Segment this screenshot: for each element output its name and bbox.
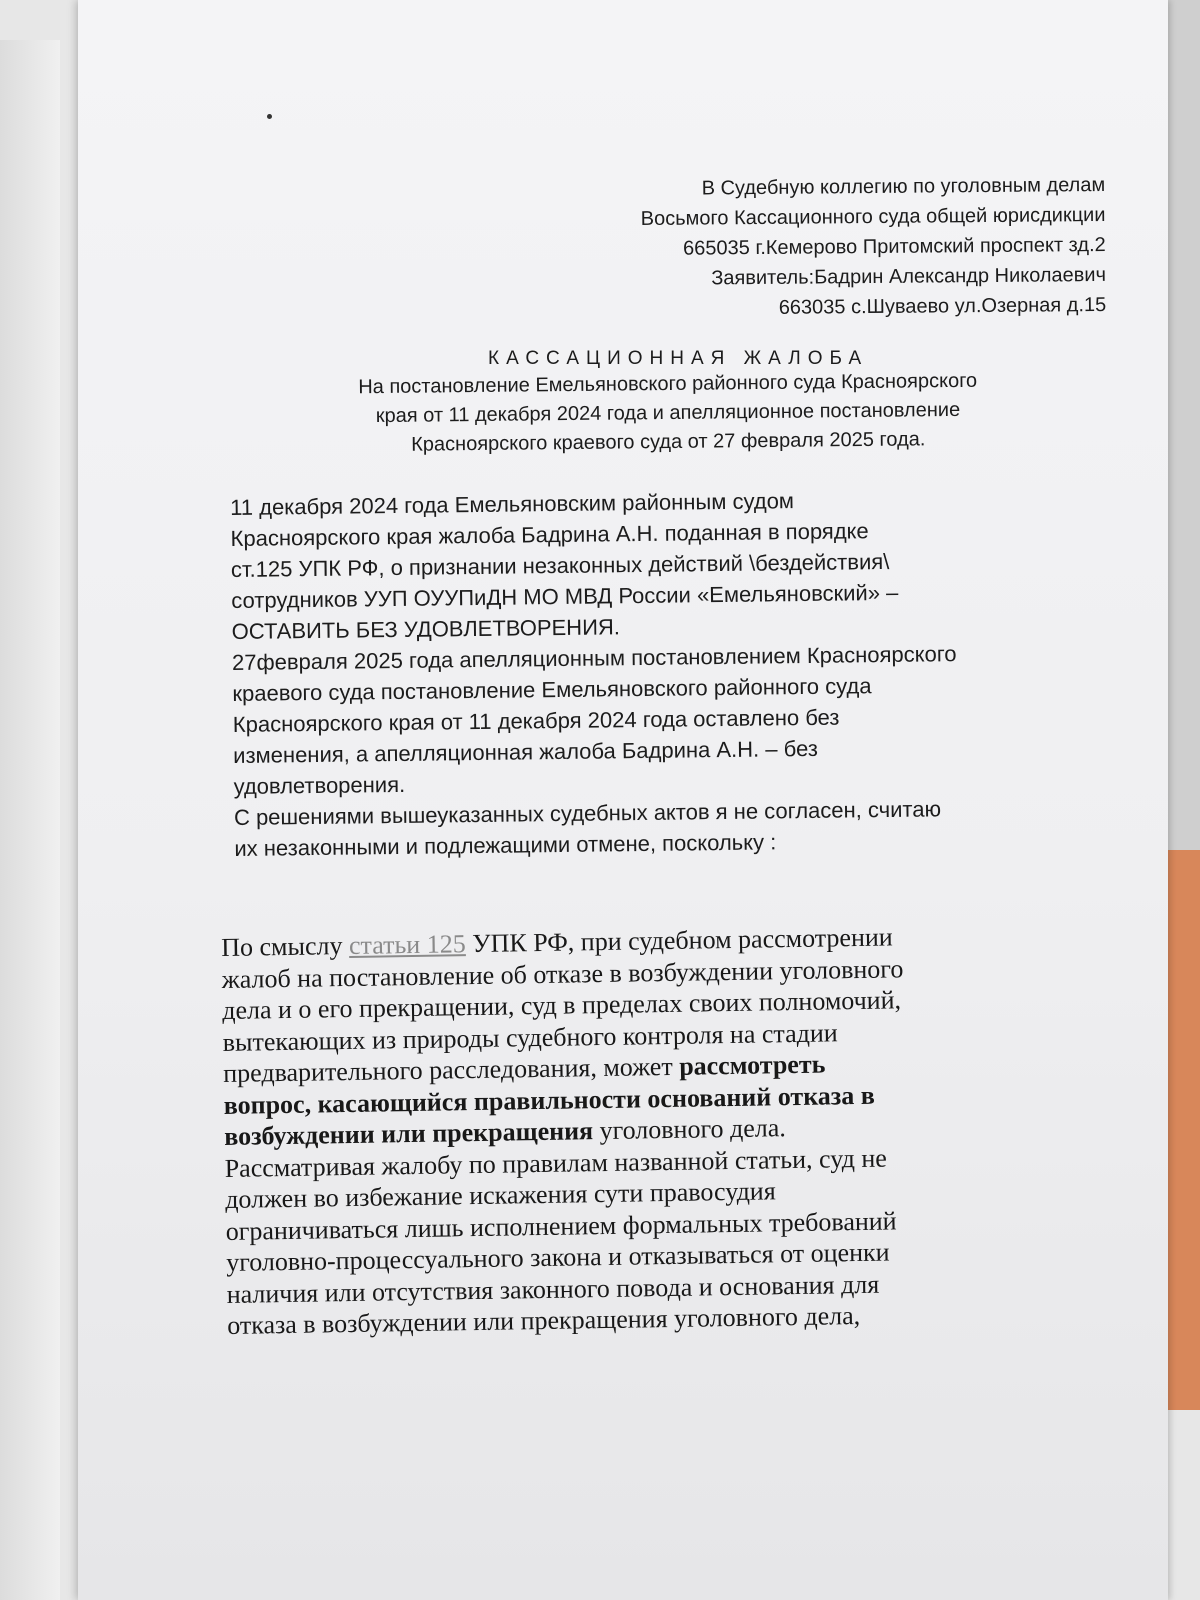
body-line: ст.125 УПК РФ, о признании незаконных действий \бездействия\ [230, 548, 890, 582]
body-line: ограничиваться лишь исполнением формальных требований [225, 1205, 897, 1246]
subtitle-line: На постановление Емельяновского районного суда Красноярского [358, 369, 978, 399]
document-subtitle [238, 365, 1099, 461]
recipient-address: 665035 г.Кемерово Притомский проспект зд.2 [683, 233, 1107, 260]
recipient-court: В Судебную коллегию по уголовным делам [701, 173, 1106, 200]
subtitle-line: Красноярского краевого суда от 27 февраля 2025 года. [411, 428, 926, 456]
body-line: их незаконными и подлежащими отмене, поскольку : [234, 829, 777, 861]
body-paragraph-sans [230, 483, 959, 864]
ink-dot [267, 114, 272, 119]
body-line: вытекающих из природы судебного контроля на стадии [222, 1017, 838, 1057]
recipient-court-name: Восьмого Кассационного суда общей юрисдикции [640, 203, 1106, 231]
body-line: дела и о его прекращении, суд в пределах своих полномочий, [222, 985, 902, 1025]
text-span: предварительного расследования, может [222, 1051, 680, 1088]
text-span: уголовного дела. [592, 1113, 786, 1146]
article-125-link[interactable]: статьи 125 [348, 929, 466, 960]
wooden-desk-edge [1166, 850, 1200, 1410]
recipient-block [641, 170, 1107, 324]
text-span: УПК РФ, при судебном рассмотрении [465, 922, 893, 959]
bold-text: возбуждении или прекращения [223, 1116, 594, 1151]
applicant-address: 663035 с.Шуваево ул.Озерная д.15 [778, 293, 1107, 319]
body-line: наличия или отсутствия законного повода и основания для [226, 1269, 880, 1309]
body-paragraph-serif [221, 921, 909, 1341]
applicant-name: Заявитель:Бадрин Александр Николаевич [711, 263, 1107, 290]
body-line: удовлетворения. [233, 771, 406, 799]
body-line: изменения, а апелляционная жалоба Бадрина А.Н. – без [233, 735, 818, 768]
body-line: Красноярского края жалоба Бадрина А.Н. поданная в порядке [230, 518, 869, 551]
body-line: сотрудников УУП ОУУПиДН МО МВД России «Емельяновский» – [231, 579, 899, 613]
body-line: Рассматривая жалобу по правилам названной статьи, суд не [224, 1143, 887, 1183]
document-page [78, 0, 1168, 1600]
bold-text: рассмотреть [678, 1049, 826, 1081]
body-line: жалоб на постановление об отказе в возбуждении уголовного [221, 953, 904, 994]
body-line: должен во избежание искажения сути правосудия [224, 1176, 776, 1214]
body-line: уголовно-процессуального закона и отказываться от оценки [225, 1237, 890, 1277]
body-line: Красноярского края от 11 декабря 2024 года оставлено без [232, 704, 840, 737]
body-line: С решениями вышеуказанных судебных актов я не согласен, считаю [233, 796, 942, 830]
body-line: краевого суда постановление Емельяновского районного суда [232, 673, 872, 706]
text-span: По смыслу [221, 930, 350, 962]
body-line: отказа в возбуждении или прекращения уголовного дела, [226, 1301, 861, 1340]
background-surface [1166, 0, 1200, 850]
bold-text: вопрос, касающийся правильности оснований отказа в [223, 1080, 875, 1120]
document-title: КАССАЦИОННАЯ ЖАЛОБА [488, 348, 869, 369]
body-line: 27февраля 2025 года апелляционным постановлением Красноярского [231, 641, 957, 675]
body-line: 11 декабря 2024 года Емельяновским районным судом [230, 488, 795, 520]
body-line: ОСТАВИТЬ БЕЗ УДОВЛЕТВОРЕНИЯ. [231, 614, 621, 644]
underlying-page [0, 40, 60, 1600]
subtitle-line: края от 11 декабря 2024 года и апелляционное постановление [375, 398, 961, 428]
